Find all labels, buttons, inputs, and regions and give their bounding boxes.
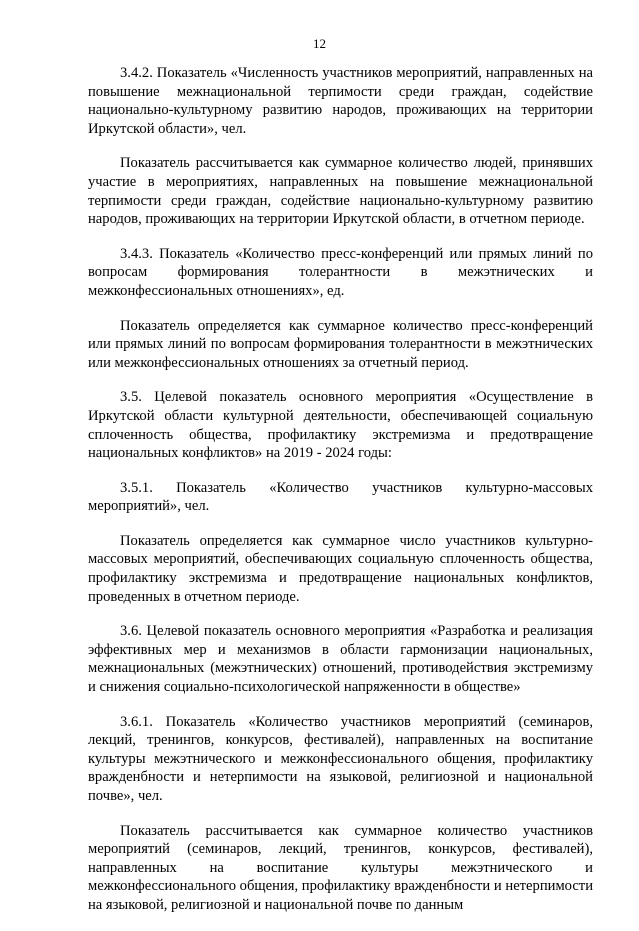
paragraph-3-4-2-description: Показатель рассчитывается как суммарное количество людей, принявших участие в мероприятиях, направленных на повышение межнациональной терпимости среди граждан, содействие национально-культурному развитию народов, проживающих на территории Иркутской области, в отчетном периоде. bbox=[88, 155, 593, 228]
paragraph-3-6-heading: 3.6. Целевой показатель основного мероприятия «Разработка и реализация эффективных мер и механизмов в области гармонизации национальных, межнациональных (межэтнических) отношений, противодействия экстремизму и снижения социально-психологической напряженности в обществе» bbox=[88, 623, 593, 696]
paragraph-3-5-1-heading: 3.5.1. Показатель «Количество участников культурно-массовых мероприятий», чел. bbox=[88, 479, 593, 515]
paragraph-3-6-1-description: Показатель рассчитывается как суммарное количество участников мероприятий (семинаров, лекций, тренингов, конкурсов, фестивалей), направленных на воспитание культуры межэтнического и межконфессионального общения, профилактику вражденбности и нетерпимости на языковой, религиозной и национальной почве по данным bbox=[88, 822, 593, 913]
paragraph-3-5-1-description: Показатель определяется как суммарное число участников культурно-массовых мероприятий, обеспечивающих социальную сплоченность общества, профилактику экстремизма и предотвращение национальных конфликтов, проведенных в отчетном периоде. bbox=[88, 532, 593, 605]
paragraph-3-4-3-description: Показатель определяется как суммарное количество пресс-конференций или прямых линий по вопросам формирования толерантности в межэтнических или межконфессиональных отношениях за отчетный период. bbox=[88, 317, 593, 371]
paragraph-3-4-3-heading: 3.4.3. Показатель «Количество пресс-конференций или прямых линий по вопросам формирования толерантности в межэтнических и межконфессиональных отношениях», ед. bbox=[88, 245, 593, 299]
paragraph-3-6-1-heading: 3.6.1. Показатель «Количество участников мероприятий (семинаров, лекций, тренингов, конкурсов, фестивалей), направленных на воспитание культуры межэтнического и межконфессионального общения, профилактику вражденбности и нетерпимости на языковой, религиозной и национальной почве», чел. bbox=[88, 713, 593, 804]
paragraph-3-5-heading: 3.5. Целевой показатель основного мероприятия «Осуществление в Иркутской области культурной деятельности, обеспечивающей социальную сплоченность общества, профилактику экстремизма и предотвращение национальных конфликтов» на 2019 - 2024 годы: bbox=[88, 389, 593, 462]
paragraph-3-4-2-heading: 3.4.2. Показатель «Численность участников мероприятий, направленных на повышение межнациональной терпимости среди граждан, содействие национально-культурному развитию народов, проживающих на территории Иркутской области», чел. bbox=[88, 65, 593, 137]
page-number: 12 bbox=[313, 36, 326, 51]
document-body bbox=[88, 64, 593, 931]
